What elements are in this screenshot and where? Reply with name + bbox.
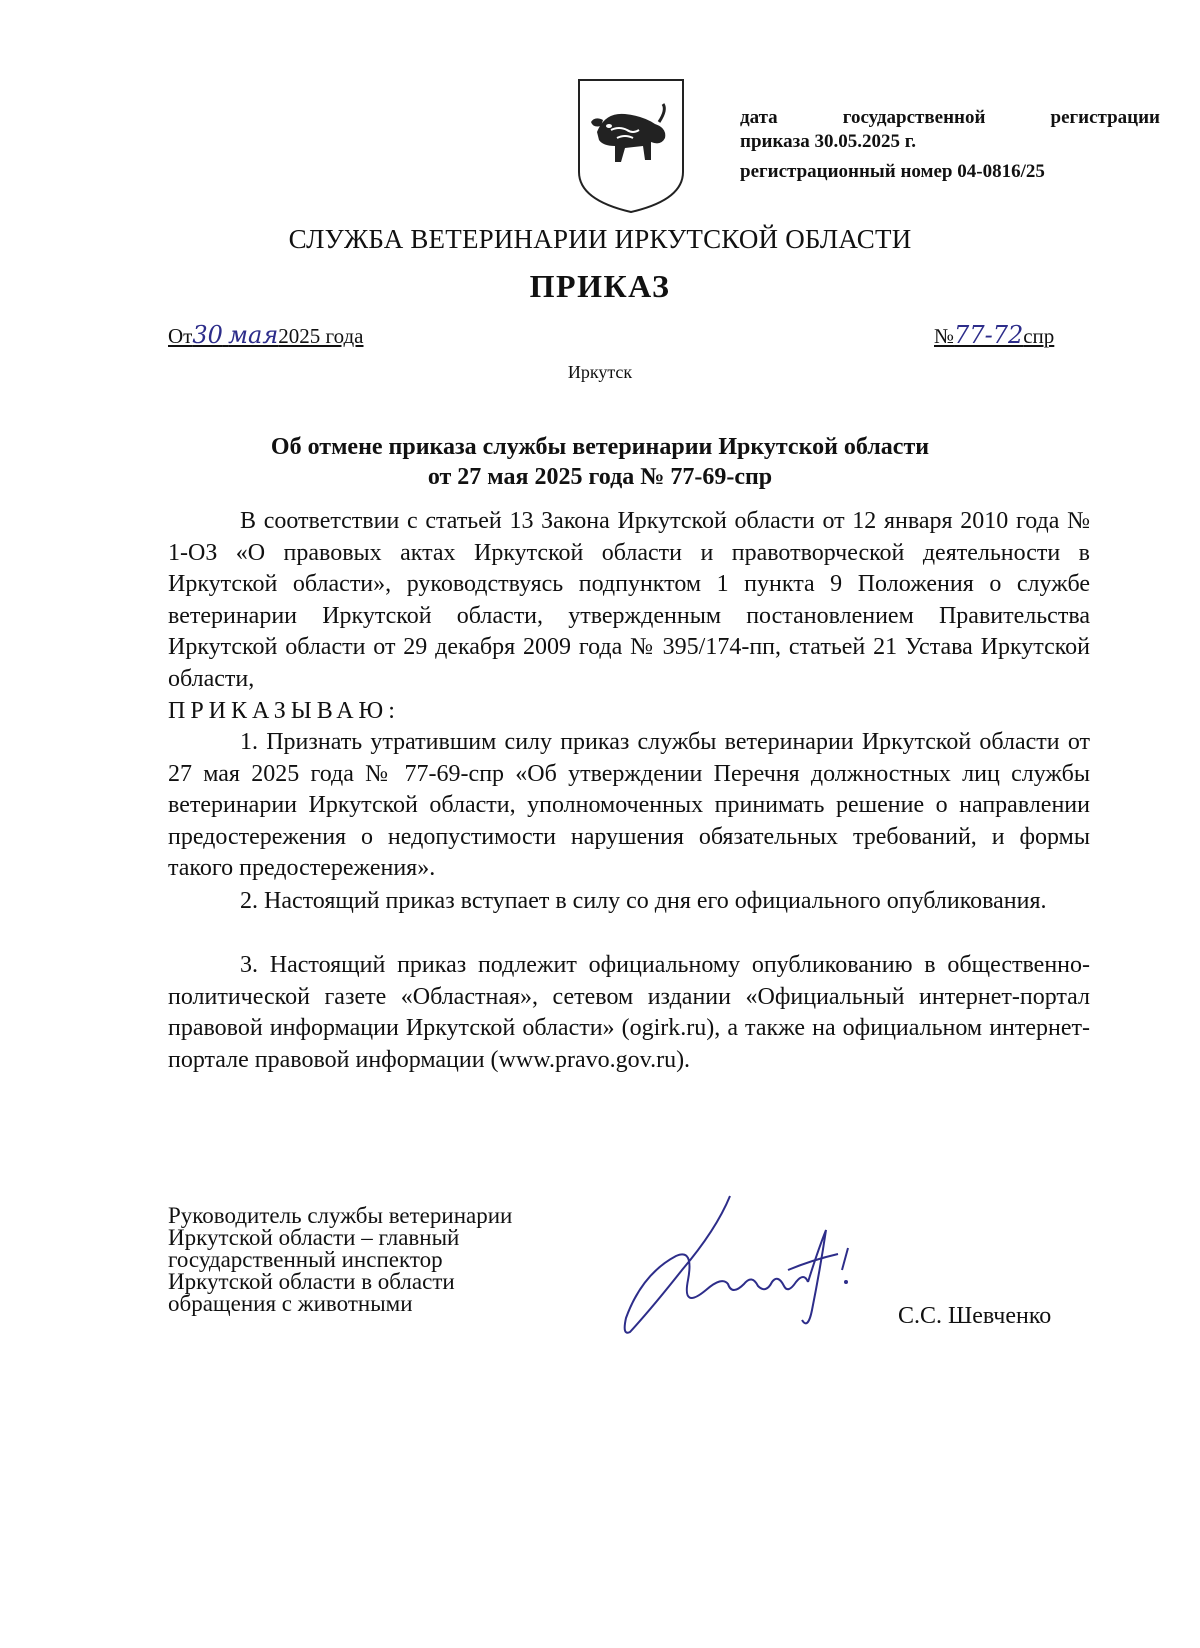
date-day-handwritten: 30	[192, 321, 223, 349]
handwritten-signature-icon	[612, 1190, 882, 1340]
date-year: 2025 года	[278, 324, 364, 348]
order-number	[934, 321, 1054, 349]
number-suffix: спр	[1023, 324, 1055, 348]
signer-position-line: Руководитель службы ветеринарии	[168, 1203, 513, 1228]
preamble-paragraph: В соответствии с статьей 13 Закона Иркутской области от 12 января 2010 года № 1-ОЗ «О правовых актах Иркутской области и правотворческой деятельности в Иркутской области», руководствуясь подпунктом 1 пункта 9 Положения о службе ветеринарии Иркутской области, утвержденным постановлением Правительства Иркутской области от 29 декабря 2009 года № 395/174-пп, статьей 21 Устава Иркутской области,	[168, 508, 1090, 692]
registration-number: регистрационный номер 04-0816/25	[740, 161, 1045, 182]
date-prefix: От	[168, 324, 193, 348]
signer-name: С.С. Шевченко	[898, 1303, 1052, 1329]
signer-position-line: Иркутской области в области	[168, 1269, 455, 1294]
signer-position-line: государственный инспектор	[168, 1247, 443, 1272]
city: Иркутск	[567, 362, 633, 382]
order-subject	[160, 432, 1040, 492]
number-prefix: №	[934, 324, 955, 348]
subject-line1: Об отмене приказа службы ветеринарии Иркутской области	[270, 434, 930, 460]
order-word: ПРИКАЗЫВАЮ:	[168, 698, 400, 724]
signer-position-line: Иркутской области – главный	[168, 1225, 460, 1250]
subject-line2: от 27 мая 2025 года № 77-69-спр	[427, 464, 773, 490]
agency-name: СЛУЖБА ВЕТЕРИНАРИИ ИРКУТСКОЙ ОБЛАСТИ	[288, 224, 912, 254]
date-month-handwritten: мая	[228, 321, 279, 349]
order-item-3: 3. Настоящий приказ подлежит официальному опубликованию в общественно-политической газете «Областная», сетевом издании «Официальный интернет-портал правовой информации Иркутской области» (ogirk.ru), а также на официальном интернет-портале правовой информации (www.pravo.gov.ru).	[168, 952, 1090, 1073]
document-type-title: ПРИКАЗ	[529, 268, 671, 304]
signer-position-line: обращения с животными	[168, 1291, 413, 1316]
order-item-2: 2. Настоящий приказ вступает в силу со дня его официального опубликования.	[240, 888, 1047, 914]
registration-date-line2: приказа 30.05.2025 г.	[740, 131, 916, 152]
signer-position	[168, 1205, 608, 1315]
order-date	[168, 321, 364, 349]
number-value-handwritten: 77-72	[954, 321, 1024, 349]
irkutsk-coat-of-arms-icon	[575, 76, 687, 216]
registration-date-line1: дата государственной регистрации	[740, 107, 1160, 128]
order-item-1: 1. Признать утратившим силу приказ службы ветеринарии Иркутской области от 27 мая 2025 года № 77-69-спр «Об утверждении Перечня должностных лиц службы ветеринарии Иркутской области, уполномоченных принимать решение о направлении предостережения о недопустимости нарушения обязательных требований, и формы такого предостережения».	[168, 729, 1090, 882]
